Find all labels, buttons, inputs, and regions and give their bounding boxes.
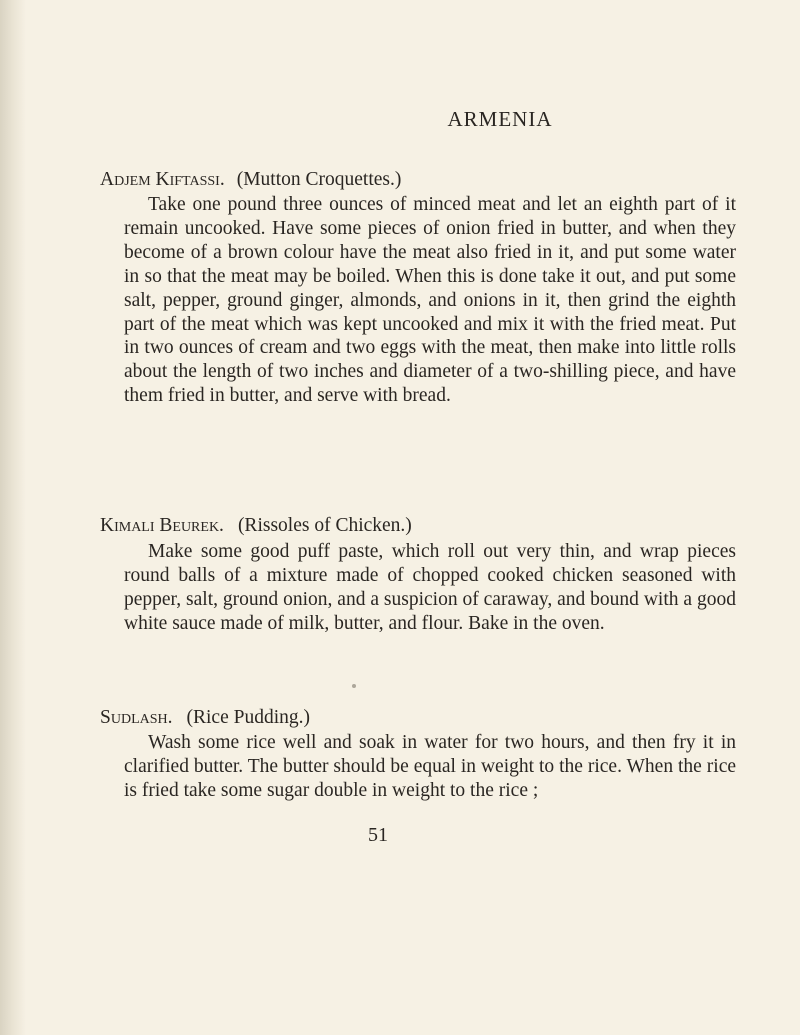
page-gutter-shadow (0, 0, 26, 1035)
recipe-name: Adjem Kiftassi. (100, 169, 225, 190)
paper-speck (352, 684, 356, 688)
page-number: 51 (368, 824, 388, 846)
recipe-subtitle: (Rissoles of Chicken.) (237, 515, 412, 536)
recipe-title (100, 707, 310, 729)
recipe-name: Sudlash. (100, 707, 173, 728)
recipe-text: Take one pound three ounces of minced meat and let an eighth part of it remain uncooked. Have some pieces of onion fried in butter, and when they become of a brown colour have the meat also fried in it, and put some water in so that the meat may be boiled. When this is done take it out, and put some salt, pepper, ground ginger, almonds, and onions in it, then grind the eighth part of the meat which was kept uncooked and mix it with the fried meat. Put in two ounces of cream and two eggs with the meat, then make into little rolls about the length of two inches and diameter of a two-shilling piece, and have them fried in butter, and serve with bread. (124, 194, 736, 407)
recipe-name: Kimali Beurek. (100, 515, 224, 536)
recipe-text: Wash some rice well and soak in water for two hours, and then fry it in clarified butter. The butter should be equal in weight to the rice. When the rice is fried take some sugar double in weight to the rice ; (124, 732, 736, 801)
recipe-title (100, 169, 401, 191)
recipe-text: Make some good puff paste, which roll out very thin, and wrap pieces round balls of a mixture made of chopped cooked chicken seasoned with pepper, salt, ground onion, and a suspicion of caraway, and bound with a good white sauce made of milk, butter, and flour. Bake in the oven. (124, 541, 736, 634)
recipe-subtitle: (Rice Pudding.) (186, 707, 310, 728)
recipe-title (100, 515, 412, 537)
running-head: ARMENIA (447, 107, 553, 131)
recipe-subtitle: (Mutton Croquettes.) (236, 169, 402, 190)
